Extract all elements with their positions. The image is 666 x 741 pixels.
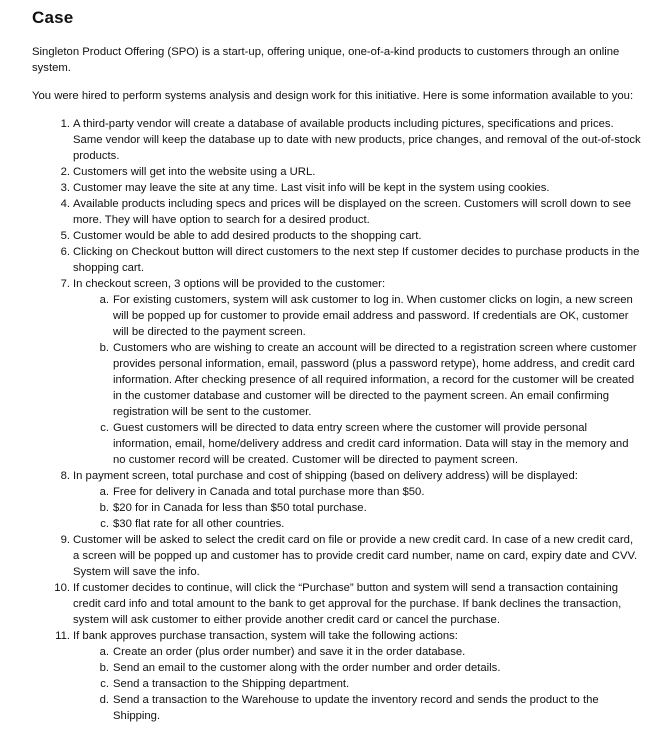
sub-item-text: Send an email to the customer along with the order number and order details. bbox=[113, 662, 501, 674]
list-item-11 bbox=[32, 628, 642, 724]
list-item-text: Customer may leave the site at any time. Last visit info will be kept in the system using cookies. bbox=[73, 182, 550, 194]
sub-item-8b bbox=[73, 500, 642, 516]
sub-item-11c bbox=[73, 676, 642, 692]
list-item-2 bbox=[32, 164, 642, 180]
requirements-list bbox=[32, 116, 642, 724]
sub-item-8a bbox=[73, 484, 642, 500]
sub-item-text: Free for delivery in Canada and total purchase more than $50. bbox=[113, 486, 425, 498]
list-number: 10. bbox=[54, 582, 70, 594]
list-number: 2. bbox=[60, 166, 70, 178]
sub-item-11a bbox=[73, 644, 642, 660]
list-item-text: In checkout screen, 3 options will be provided to the customer: bbox=[73, 278, 386, 290]
list-item-10 bbox=[32, 580, 642, 628]
intro-paragraph-1: Singleton Product Offering (SPO) is a start-up, offering unique, one-of-a-kind products to customers through an online system. bbox=[32, 46, 620, 74]
list-item-text: Available products including specs and prices will be displayed on the screen. Customers will scroll down to see more. They will have option to search for a desired product. bbox=[73, 198, 632, 226]
list-item-text: If bank approves purchase transaction, system will take the following actions: bbox=[73, 630, 458, 642]
sub-item-text: Send a transaction to the Warehouse to update the inventory record and sends the product to the Shipping. bbox=[113, 694, 599, 722]
sub-item-7c bbox=[73, 420, 642, 468]
sub-list-letter: c. bbox=[100, 678, 109, 690]
sub-item-7a bbox=[73, 292, 642, 340]
list-number: 1. bbox=[60, 118, 70, 130]
sub-item-7b bbox=[73, 340, 642, 420]
list-item-text: Customers will get into the website using a URL. bbox=[73, 166, 316, 178]
checkout-options-list bbox=[73, 292, 642, 468]
list-item-text: In payment screen, total purchase and cost of shipping (based on delivery address) will be displayed: bbox=[73, 470, 578, 482]
list-number: 4. bbox=[60, 198, 70, 210]
list-item-9 bbox=[32, 532, 642, 580]
sub-list-letter: b. bbox=[99, 342, 109, 354]
list-item-8 bbox=[32, 468, 642, 532]
list-item-6 bbox=[32, 244, 642, 276]
list-item-text: A third-party vendor will create a database of available products including pictures, specifications and prices. Same vendor will keep the database up to date with new products, price changes, and removal of the out-of-stock products. bbox=[73, 118, 641, 162]
list-item-text: Clicking on Checkout button will direct customers to the next step If customer decides to purchase products in the shopping cart. bbox=[73, 246, 640, 274]
list-item-1 bbox=[32, 116, 642, 164]
list-number: 11. bbox=[55, 630, 70, 642]
list-item-text: If customer decides to continue, will click the “Purchase” button and system will send a transaction containing credit card info and total amount to the bank to get approval for the purchase. If bank declines the transaction, system will ask customer to either provide another credit card or cancel the purchase. bbox=[73, 582, 622, 626]
sub-list-letter: c. bbox=[100, 422, 109, 434]
sub-item-text: Send a transaction to the Shipping department. bbox=[113, 678, 350, 690]
list-number: 5. bbox=[60, 230, 70, 242]
sub-list-letter: c. bbox=[100, 518, 109, 530]
bank-approval-actions-list bbox=[73, 644, 642, 724]
sub-item-text: For existing customers, system will ask customer to log in. When customer clicks on login, a new screen will be popped up for customer to provide email address and password. If credentials are OK, customer will be directed to the payment screen. bbox=[113, 294, 633, 338]
sub-list-letter: a. bbox=[99, 294, 109, 306]
sub-item-text: $20 for in Canada for less than $50 total purchase. bbox=[113, 502, 367, 514]
shipping-cost-list bbox=[73, 484, 642, 532]
list-number: 6. bbox=[60, 246, 70, 258]
list-item-4 bbox=[32, 196, 642, 228]
sub-item-8c bbox=[73, 516, 642, 532]
sub-item-text: Guest customers will be directed to data entry screen where the customer will provide personal information, email, home/delivery address and credit card information. Data will stay in the memory and no customer record will be created. Customer will be directed to payment screen. bbox=[113, 422, 629, 466]
sub-item-text: $30 flat rate for all other countries. bbox=[113, 518, 285, 530]
list-item-5 bbox=[32, 228, 642, 244]
list-number: 9. bbox=[60, 534, 70, 546]
sub-item-text: Customers who are wishing to create an account will be directed to a registration screen where customer provides personal information, email, password (plus a password retype), home address, and credit card information. After checking presence of all required information, a record for the customer will be created in the customer database and customer will be directed to the payment screen. An email confirming registration will be sent to the customer. bbox=[113, 342, 637, 418]
sub-item-11d bbox=[73, 692, 642, 724]
sub-list-letter: a. bbox=[99, 486, 109, 498]
sub-list-letter: d. bbox=[99, 694, 109, 706]
list-item-7 bbox=[32, 276, 642, 468]
intro-paragraph-2: You were hired to perform systems analysis and design work for this initiative. Here is some information available to you: bbox=[32, 90, 634, 102]
list-item-3 bbox=[32, 180, 642, 196]
list-number: 7. bbox=[60, 278, 70, 290]
list-number: 8. bbox=[60, 470, 70, 482]
sub-list-letter: b. bbox=[99, 502, 109, 514]
sub-item-11b bbox=[73, 660, 642, 676]
list-item-text: Customer will be asked to select the credit card on file or provide a new credit card. In case of a new credit card, a screen will be popped up and customer has to provide credit card number, name on card, expiry date and CVV. System will save the info. bbox=[73, 534, 638, 578]
list-number: 3. bbox=[60, 182, 70, 194]
sub-list-letter: a. bbox=[99, 646, 109, 658]
page-title: Case bbox=[32, 8, 74, 27]
list-item-text: Customer would be able to add desired products to the shopping cart. bbox=[73, 230, 422, 242]
sub-list-letter: b. bbox=[99, 662, 109, 674]
sub-item-text: Create an order (plus order number) and save it in the order database. bbox=[113, 646, 466, 658]
